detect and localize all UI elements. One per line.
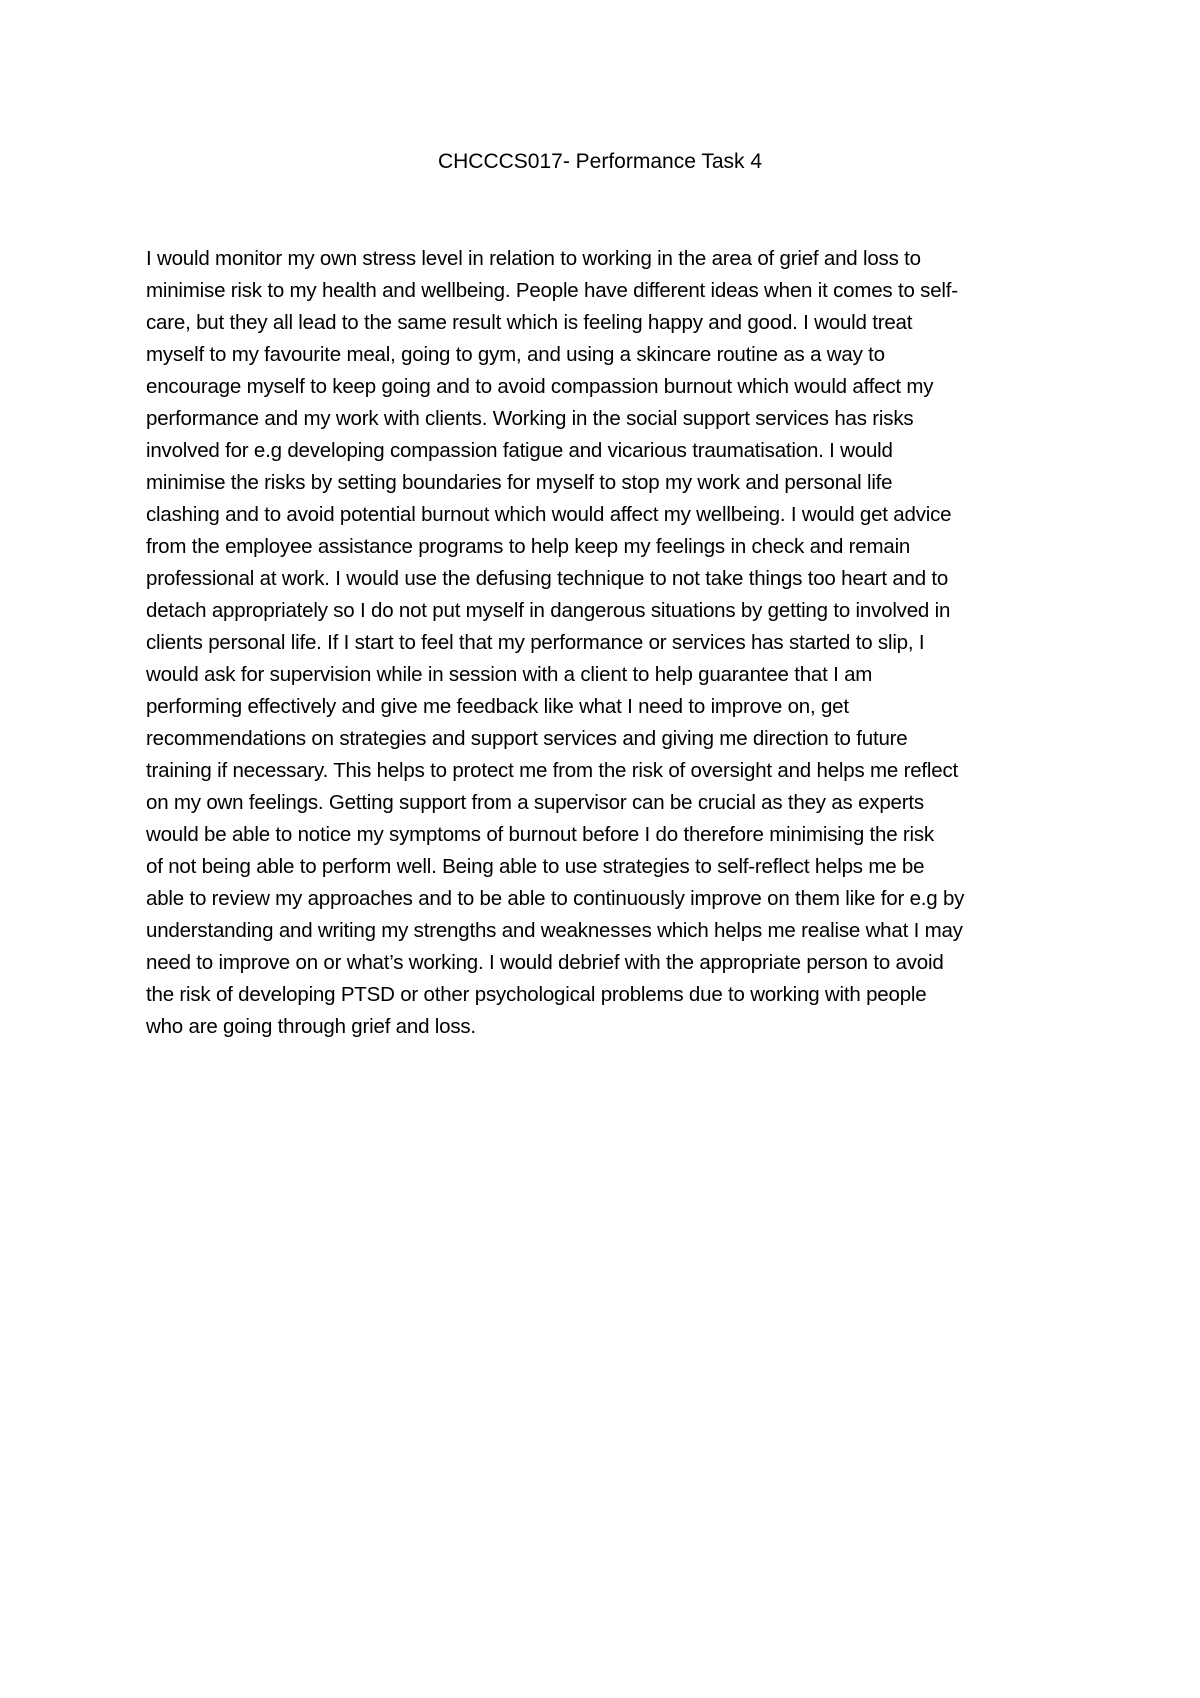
body-line: recommendations on strategies and support services and giving me direction to future — [146, 727, 908, 750]
body-line: encourage myself to keep going and to avoid compassion burnout which would affect my — [146, 375, 934, 398]
body-line: involved for e.g developing compassion fatigue and vicarious traumatisation. I would — [146, 439, 893, 462]
body-line: the risk of developing PTSD or other psychological problems due to working with people — [146, 983, 927, 1006]
body-line: I would monitor my own stress level in relation to working in the area of grief and loss to — [146, 247, 921, 270]
body-line: minimise risk to my health and wellbeing. People have different ideas when it comes to self- — [146, 279, 958, 302]
body-line: performing effectively and give me feedback like what I need to improve on, get — [146, 695, 849, 718]
body-line: performance and my work with clients. Working in the social support services has risks — [146, 407, 914, 430]
page-title: CHCCCS017- Performance Task 4 — [437, 150, 763, 173]
body-line: detach appropriately so I do not put myself in dangerous situations by getting to involved in — [146, 599, 951, 622]
body-line: would ask for supervision while in session with a client to help guarantee that I am — [146, 663, 873, 686]
body-line: training if necessary. This helps to protect me from the risk of oversight and helps me reflect — [146, 759, 959, 782]
body-line: understanding and writing my strengths and weaknesses which helps me realise what I may — [146, 919, 963, 942]
body-line: clashing and to avoid potential burnout which would affect my wellbeing. I would get advice — [146, 503, 952, 526]
body-line: minimise the risks by setting boundaries for myself to stop my work and personal life — [146, 471, 893, 494]
body-line: professional at work. I would use the defusing technique to not take things too heart and to — [146, 567, 949, 590]
body-line: from the employee assistance programs to help keep my feelings in check and remain — [146, 535, 911, 558]
body-line: need to improve on or what’s working. I would debrief with the appropriate person to avoid — [146, 951, 944, 974]
body-line: able to review my approaches and to be able to continuously improve on them like for e.g by — [146, 887, 965, 910]
body-line: clients personal life. If I start to feel that my performance or services has started to slip, I — [146, 631, 925, 654]
body-line: care, but they all lead to the same result which is feeling happy and good. I would treat — [146, 311, 913, 334]
body-line: of not being able to perform well. Being able to use strategies to self-reflect helps me be — [146, 855, 925, 878]
body-line: on my own feelings. Getting support from a supervisor can be crucial as they as experts — [146, 791, 924, 814]
body-line: who are going through grief and loss. — [146, 1015, 476, 1038]
body-line: myself to my favourite meal, going to gym, and using a skincare routine as a way to — [146, 343, 885, 366]
body-paragraph — [146, 243, 1076, 1043]
body-line: would be able to notice my symptoms of burnout before I do therefore minimising the risk — [146, 823, 934, 846]
